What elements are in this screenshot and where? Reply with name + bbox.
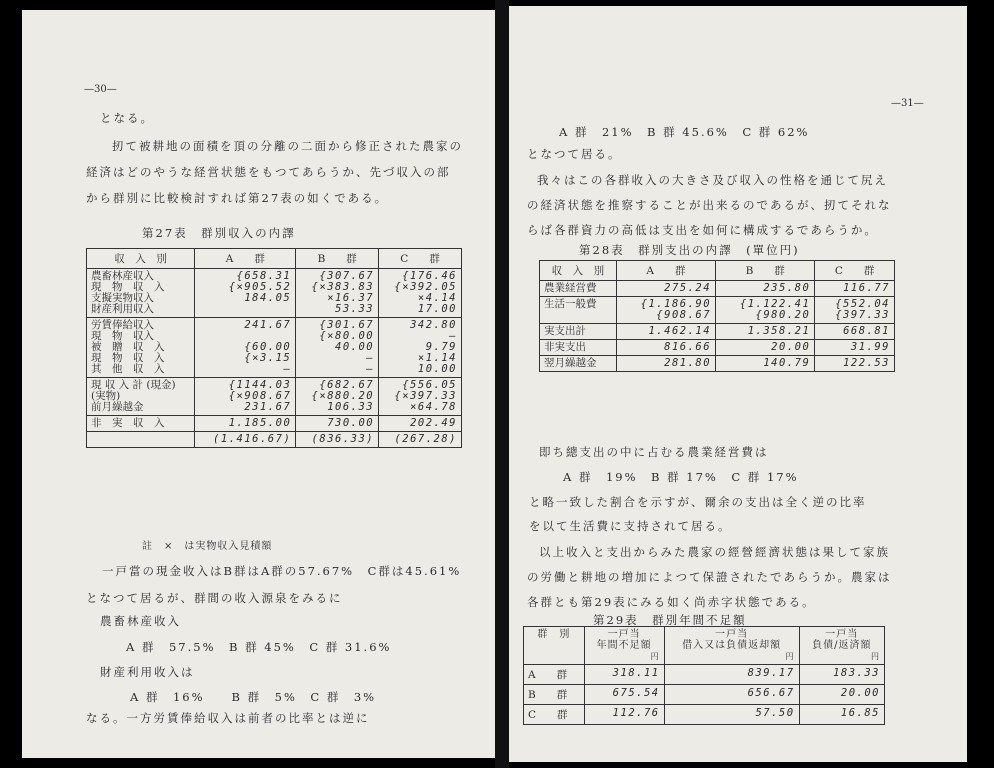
deficit-table: [523, 626, 885, 725]
cell-value: 20.00: [771, 341, 811, 353]
column-header: 収 入 別: [540, 261, 617, 281]
table-header-row: [524, 627, 885, 665]
cell-value: {1.186.90: [640, 298, 712, 310]
table-row: [540, 324, 895, 340]
value-cell: [195, 378, 296, 416]
row-label-stack: [544, 299, 612, 310]
cell-value: 31.99: [850, 341, 890, 353]
table-title: 第28表 群別支出の内譯 (單位円): [579, 243, 800, 257]
cell-value: 1.358.21: [747, 325, 811, 337]
cell-value-stack: [383, 434, 457, 445]
cell-value: [199, 304, 291, 315]
text-line: 扨て被耕地の面積を頂の分離の二面から修正された農家の: [112, 139, 463, 153]
value-cell: [815, 356, 895, 372]
text-line: らば各群資力の高低は支出を如何に構成するであらうか。: [527, 223, 878, 237]
row-label-stack: [91, 380, 190, 413]
table-row: [87, 269, 462, 318]
row-label: 現 物 収 入: [91, 281, 165, 293]
value-cell: [379, 432, 462, 448]
cell-value-stack: [199, 271, 291, 315]
cell-value-stack: [621, 342, 711, 353]
row-label: 労賃俸給収入: [91, 319, 154, 331]
cell-value: 40.00: [335, 341, 375, 353]
cell-value: 816.66: [664, 341, 712, 353]
value-cell: [616, 281, 715, 297]
column-header: [524, 627, 585, 665]
header-line-stack: [804, 629, 880, 651]
value-cell: [616, 297, 715, 324]
row-label-cell: [87, 269, 195, 318]
cell-value: {×397.33: [394, 390, 457, 402]
cell-value: 112.76: [584, 705, 664, 725]
column-header: [664, 627, 799, 665]
cell-value-stack: [720, 358, 810, 369]
column-header: [799, 627, 884, 665]
row-label: C 群: [524, 705, 585, 725]
cell-value: {682.67: [319, 379, 375, 391]
cell-value: 9.79: [425, 341, 457, 353]
column-header: A 群: [616, 261, 715, 281]
table-title: 第29表 群別年間不足額: [593, 613, 747, 627]
cell-value-stack: [300, 271, 374, 315]
row-label-stack: [91, 271, 190, 315]
cell-value-stack: [819, 358, 890, 369]
table-note: 註 × は実物収入見積額: [142, 541, 273, 552]
value-cell: [815, 281, 895, 297]
cell-value-stack: [199, 380, 291, 413]
cell-value: 53.33: [335, 303, 375, 315]
row-label-cell: [87, 416, 195, 432]
value-cell: [296, 432, 379, 448]
text-line: の労働と耕地の増加によつて保證されたであらうか。農家は: [527, 570, 892, 584]
cell-value: {×880.20: [311, 390, 375, 402]
cell-value-stack: [383, 380, 457, 413]
cell-value: {556.05: [402, 379, 457, 391]
value-cell: [296, 318, 379, 378]
text-line: となつて居る。: [527, 147, 622, 161]
header-line: 一戸当: [715, 629, 749, 640]
cell-value-stack: [383, 320, 457, 375]
text-line: 財産利用收入は: [100, 665, 195, 679]
cell-value-stack: [621, 326, 711, 337]
cell-value-stack: [819, 342, 890, 353]
row-label-cell: [87, 432, 195, 448]
value-cell: [296, 416, 379, 432]
value-cell: [716, 356, 815, 372]
cell-value: {×383.83: [311, 281, 375, 293]
value-cell: [815, 324, 895, 340]
cell-value: 241.67: [244, 319, 292, 331]
cell-value: (836.33): [311, 433, 375, 445]
cell-value-stack: [819, 299, 890, 321]
column-header: B 群: [716, 261, 815, 281]
table-row: [87, 416, 462, 432]
text-line: なる。一方労賃俸給収入は前者の比率とは逆に: [86, 711, 370, 725]
book-gutter: [495, 0, 509, 768]
text-line: 我々はこの各群收入の大きさ及び収入の性格を通じて尻え: [537, 173, 888, 187]
value-cell: [716, 340, 815, 356]
cell-value: 1.185.00: [228, 417, 292, 429]
text-line: と略一致した割合を示すが、爾余の支出は全く逆の比率: [529, 495, 867, 509]
cell-value: —: [449, 330, 457, 342]
cell-value: 318.11: [584, 665, 664, 685]
cell-value-stack: [621, 299, 711, 321]
cell-value: 17.00: [417, 303, 457, 315]
cell-value: ×4.14: [417, 292, 457, 304]
text-line: A 群 16% B 群 5% C 群 3%: [130, 690, 377, 704]
value-cell: [379, 318, 462, 378]
row-label-cell: [540, 340, 617, 356]
row-label: 翌月繰越金: [544, 357, 597, 369]
left-page: [22, 10, 495, 758]
cell-value: 122.53: [843, 357, 890, 369]
cell-value: ×1.14: [417, 352, 457, 364]
cell-value: {1144.03: [228, 379, 292, 391]
row-label: 現 物 収入: [91, 330, 154, 342]
table-row: [87, 432, 462, 448]
row-label: (実物): [91, 390, 121, 402]
cell-value: {176.46: [402, 270, 457, 282]
value-cell: [616, 324, 715, 340]
text-line: から群別に比較検討すれば第27表の如くである。: [86, 191, 389, 205]
value-cell: [195, 432, 296, 448]
header-line: 負債/返済額: [812, 640, 872, 651]
text-line: 以上收入と支出からみた農家の經營經濟状態は果して家族: [539, 545, 890, 559]
column-header: [584, 627, 664, 665]
cell-value: 839.17: [664, 665, 799, 685]
cell-value: 202.49: [410, 417, 457, 429]
column-header: 収 入 別: [87, 249, 195, 269]
cell-value: (267.28): [394, 433, 457, 445]
cell-value: 342.80: [410, 319, 457, 331]
cell-value-stack: [199, 320, 291, 375]
table-row: [524, 665, 885, 685]
cell-value-stack: [300, 380, 374, 413]
text-line: となる。: [100, 111, 154, 125]
cell-value-stack: [300, 418, 374, 429]
value-cell: [379, 269, 462, 318]
table-title: 第27表 群別収入の内譯: [142, 226, 296, 240]
value-cell: [716, 324, 815, 340]
cell-value: 184.05: [244, 292, 292, 304]
cell-value: 231.67: [244, 401, 292, 413]
value-cell: [815, 340, 895, 356]
row-label-cell: [540, 281, 617, 297]
value-cell: [296, 378, 379, 416]
table-row: [87, 318, 462, 378]
cell-value: 20.00: [799, 685, 884, 705]
table-row: [87, 378, 462, 416]
value-cell: [616, 356, 715, 372]
row-label: 被 贈 収 入: [91, 341, 165, 353]
table-row: [540, 281, 895, 297]
cell-value-stack: [300, 320, 374, 375]
table-row: [524, 685, 885, 705]
cell-value: {60.00: [244, 341, 292, 353]
column-header: C 群: [379, 249, 462, 269]
text-line: 農畜林産收入: [100, 614, 181, 628]
cell-value: 183.33: [799, 665, 884, 685]
row-label: 財産利用収入: [91, 303, 154, 315]
table-header-row: [540, 261, 895, 281]
cell-value: 106.33: [327, 401, 375, 413]
cell-value: {×905.52: [228, 281, 292, 293]
row-label-cell: [540, 324, 617, 340]
cell-value-stack: [300, 434, 374, 445]
unit-label: 円: [871, 652, 880, 661]
header-line: 一戸当: [607, 629, 641, 640]
cell-value: 16.85: [799, 705, 884, 725]
header-line: 年間不足額: [596, 640, 652, 651]
row-label-stack: [544, 283, 612, 294]
table-row: [524, 705, 885, 725]
header-line-stack: [669, 629, 795, 651]
row-label: A 群: [524, 665, 585, 685]
row-label: 実支出計: [544, 325, 586, 337]
cell-value: —: [283, 363, 292, 375]
row-label: 前月繰越金: [91, 401, 144, 413]
value-cell: [379, 378, 462, 416]
cell-value-stack: [720, 342, 810, 353]
text-line: A 群 21% B 群 45.6% C 群 62%: [559, 125, 810, 139]
row-label-stack: [544, 326, 612, 337]
cell-value: 1.462.14: [648, 325, 712, 337]
cell-value-stack: [621, 358, 711, 369]
unit-label: 円: [785, 652, 795, 661]
right-page: [509, 6, 967, 762]
row-label: 支擬実物収入: [91, 292, 154, 304]
text-line: 即ち總支出の中に占むる農業経営費は: [539, 445, 769, 459]
value-cell: [815, 297, 895, 324]
cell-value: —: [366, 352, 375, 364]
column-header: C 群: [815, 261, 895, 281]
text-line: 各群とも第29表にみる如く尚赤字状態である。: [527, 595, 816, 609]
value-cell: [379, 416, 462, 432]
header-line: 群 別: [537, 629, 571, 640]
cell-value: (1.416.67): [213, 433, 292, 445]
cell-value-stack: [199, 418, 291, 429]
cell-value-stack: [720, 283, 810, 294]
cell-value: 57.50: [664, 705, 799, 725]
cell-value: {301.67: [319, 319, 375, 331]
cell-value-stack: [819, 326, 890, 337]
cell-value: 675.54: [584, 685, 664, 705]
row-label: 非 実 収 入: [91, 417, 165, 429]
cell-value: ×64.78: [410, 401, 457, 413]
cell-value-stack: [621, 283, 711, 294]
text-line: を以て生活費に支持されて居る。: [529, 519, 732, 533]
row-label: 非実支出: [544, 341, 586, 353]
table-header-row: [87, 249, 462, 269]
header-line-stack: [589, 629, 660, 651]
cell-value: 275.24: [664, 282, 712, 294]
cell-value: {658.31: [236, 270, 292, 282]
column-header: B 群: [296, 249, 379, 269]
cell-value: {1.122.41: [739, 298, 811, 310]
cell-value-stack: [720, 299, 810, 321]
cell-value: {307.67: [319, 270, 375, 282]
row-label: 現 収 入 計 (現金): [91, 379, 176, 391]
value-cell: [716, 297, 815, 324]
text-line: A 群 19% B 群 17% C 群 17%: [563, 470, 799, 484]
cell-value: {×3.15: [244, 352, 292, 364]
row-label: [91, 434, 190, 445]
cell-value: {×392.05: [394, 281, 457, 293]
column-header: A 群: [195, 249, 296, 269]
value-cell: [296, 269, 379, 318]
cell-value: 116.77: [843, 282, 890, 294]
table-row: [540, 356, 895, 372]
value-cell: [195, 318, 296, 378]
row-label-stack: [91, 418, 190, 429]
cell-value: {908.67: [656, 309, 712, 321]
cell-value: 235.80: [763, 282, 811, 294]
header-line: 借入又は負債返却額: [682, 640, 782, 651]
cell-value: {397.33: [835, 309, 890, 321]
cell-value: —: [366, 363, 375, 375]
row-label-cell: [87, 318, 195, 378]
row-label: B 群: [524, 685, 585, 705]
text-line: 一戸當の現金收入はB群はA群の57.67% C群は45.61%: [102, 564, 462, 578]
table-row: [540, 340, 895, 356]
cell-value-stack: [383, 418, 457, 429]
row-label-stack: [544, 358, 612, 369]
cell-value: 10.00: [417, 363, 457, 375]
table-row: [540, 297, 895, 324]
row-label: 生活一般費: [544, 298, 597, 310]
expense-table: [539, 260, 895, 372]
cell-value: {552.04: [835, 298, 890, 310]
value-cell: [195, 416, 296, 432]
row-label-cell: [540, 297, 617, 324]
cell-value-stack: [819, 283, 890, 294]
text-line: 経済はどのやうな経営状態をもつてあらうか、先づ収入の部: [86, 165, 451, 179]
cell-value: {×80.00: [319, 330, 375, 342]
row-label: 現 物 収 入: [91, 352, 165, 364]
row-label: 其 他 収 入: [91, 363, 165, 375]
cell-value: 656.67: [664, 685, 799, 705]
cell-value: 281.80: [664, 357, 712, 369]
row-label: 農業経営費: [544, 282, 597, 294]
row-label: 農畜林産収入: [91, 270, 154, 282]
unit-label: 円: [650, 652, 660, 661]
page-number: —31—: [891, 98, 924, 109]
header-line: 一戸当: [825, 629, 859, 640]
value-cell: [716, 281, 815, 297]
cell-value: ×16.37: [327, 292, 375, 304]
row-label-stack: [544, 342, 612, 353]
text-line: の経済状態を推察することが出来るのであるが、扨てそれな: [527, 198, 892, 212]
row-label-stack: [91, 434, 190, 445]
cell-value: 730.00: [327, 417, 375, 429]
row-label-stack: [91, 320, 190, 375]
cell-value: {×908.67: [228, 390, 292, 402]
header-line-stack: [528, 629, 580, 640]
value-cell: [195, 269, 296, 318]
cell-value: 140.79: [763, 357, 811, 369]
cell-value: {980.20: [755, 309, 811, 321]
value-cell: [616, 340, 715, 356]
income-table: [86, 248, 462, 448]
text-line: となつて居るが、群間の收入源泉をみるに: [86, 591, 343, 605]
cell-value-stack: [720, 326, 810, 337]
text-line: A 群 57.5% B 群 45% C 群 31.6%: [126, 640, 392, 654]
cell-value-stack: [199, 434, 291, 445]
page-number: —30—: [84, 84, 117, 95]
row-label-cell: [540, 356, 617, 372]
cell-value: 668.81: [843, 325, 890, 337]
row-label-cell: [87, 378, 195, 416]
cell-value-stack: [383, 271, 457, 315]
